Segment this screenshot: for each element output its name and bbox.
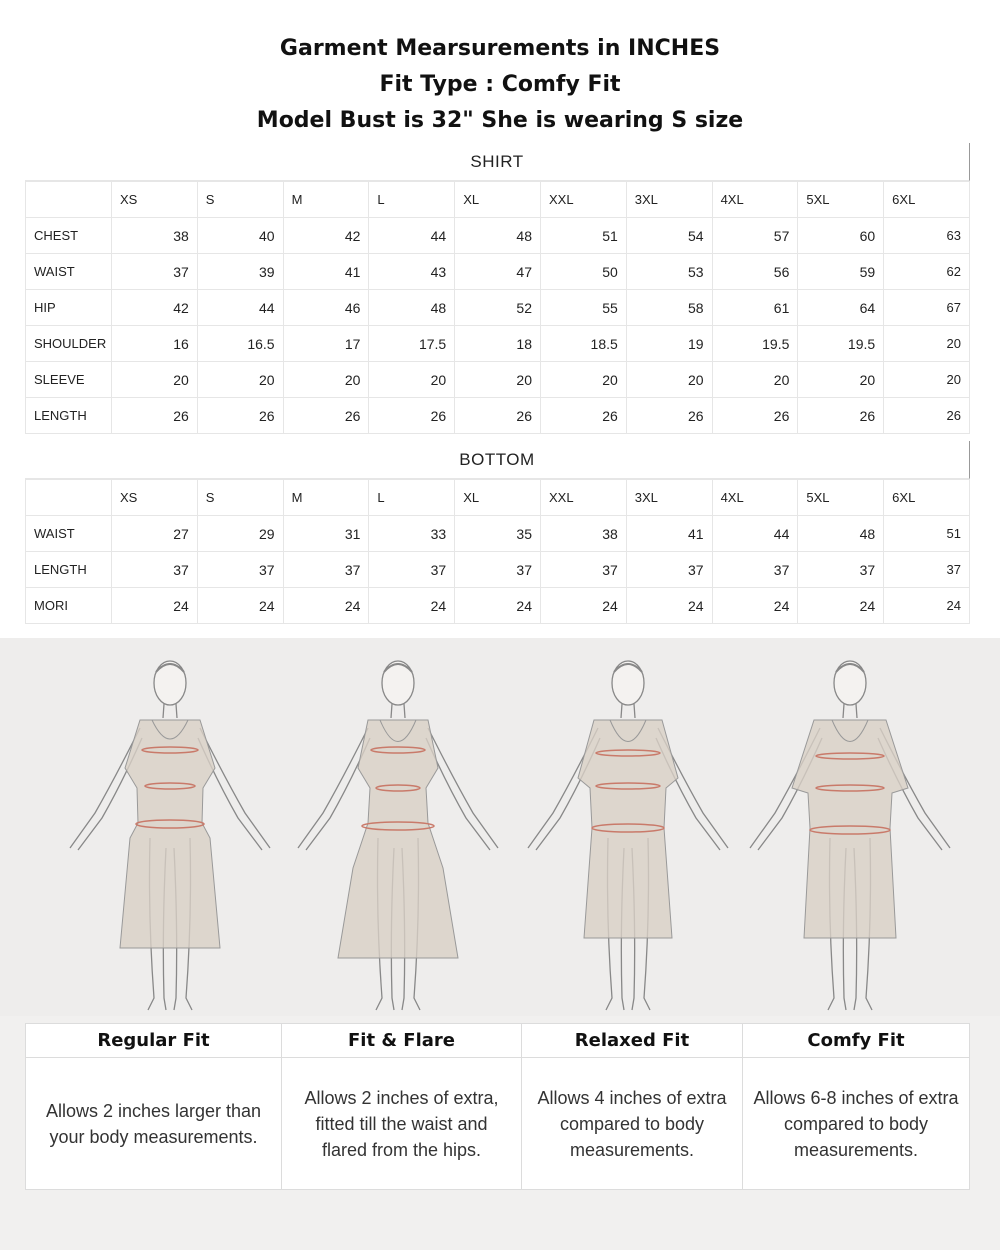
measurement-value: 24 — [884, 588, 970, 624]
table-row — [26, 290, 970, 326]
chart-title: Garment Mearsurements in INCHES — [279, 36, 721, 61]
bottom-size-table — [25, 441, 970, 624]
measurement-value: 16 — [112, 326, 198, 362]
measurement-value: 20 — [884, 362, 970, 398]
size-header-cell: XL — [455, 480, 541, 516]
table-row — [26, 588, 970, 624]
measurement-value: 17 — [283, 326, 369, 362]
measurement-value: 55 — [540, 290, 626, 326]
measurement-label: WAIST — [26, 254, 112, 290]
comfy-fit-figure — [750, 661, 950, 1010]
measurement-value: 20 — [455, 362, 541, 398]
measurement-value: 20 — [197, 362, 283, 398]
relaxed-fit-figure — [528, 661, 728, 1010]
measurement-value: 26 — [112, 398, 198, 434]
fit-description: Allows 6-8 inches of extra compared to body measurements. — [753, 1087, 959, 1160]
fit-description: Allows 4 inches of extra compared to body measurements. — [537, 1087, 727, 1160]
empty-header-cell — [26, 480, 112, 516]
size-header-cell: L — [369, 182, 455, 218]
measurement-value: 20 — [798, 362, 884, 398]
shirt-grid — [25, 181, 970, 434]
measurement-value: 43 — [369, 254, 455, 290]
size-header-cell: XS — [112, 480, 198, 516]
measurement-value: 19 — [626, 326, 712, 362]
measurement-value: 26 — [283, 398, 369, 434]
measurement-value: 19.5 — [712, 326, 798, 362]
measurement-label: SLEEVE — [26, 362, 112, 398]
measurement-value: 48 — [455, 218, 541, 254]
measurement-value: 59 — [798, 254, 884, 290]
measurement-value: 37 — [112, 552, 198, 588]
bottom-section-title: BOTTOM — [25, 441, 970, 479]
fit-name: Regular Fit — [26, 1024, 281, 1058]
measurement-value: 50 — [540, 254, 626, 290]
measurement-label: CHEST — [26, 218, 112, 254]
measurement-value: 37 — [455, 552, 541, 588]
size-header-cell: 6XL — [884, 182, 970, 218]
measurement-label: HIP — [26, 290, 112, 326]
measurement-value: 26 — [540, 398, 626, 434]
measurement-value: 37 — [626, 552, 712, 588]
measurement-value: 63 — [884, 218, 970, 254]
measurement-value: 57 — [712, 218, 798, 254]
size-header-cell: 4XL — [712, 480, 798, 516]
table-row — [26, 398, 970, 434]
size-header-cell: M — [283, 480, 369, 516]
size-header-cell: 3XL — [626, 182, 712, 218]
measurement-value: 37 — [112, 254, 198, 290]
measurement-value: 54 — [626, 218, 712, 254]
measurement-value: 67 — [884, 290, 970, 326]
measurement-value: 64 — [798, 290, 884, 326]
size-header-cell: XL — [455, 182, 541, 218]
measurement-value: 18.5 — [540, 326, 626, 362]
fit-flare-figure — [298, 661, 498, 1010]
measurement-value: 35 — [455, 516, 541, 552]
measurement-value: 46 — [283, 290, 369, 326]
measurement-value: 16.5 — [197, 326, 283, 362]
measurement-value: 37 — [884, 552, 970, 588]
measurement-value: 41 — [626, 516, 712, 552]
measurement-value: 41 — [283, 254, 369, 290]
model-info-title: Model Bust is 32" She is wearing S size — [256, 108, 744, 133]
measurement-value: 47 — [455, 254, 541, 290]
measurement-value: 24 — [112, 588, 198, 624]
table-row — [26, 254, 970, 290]
measurement-value: 44 — [197, 290, 283, 326]
measurement-value: 60 — [798, 218, 884, 254]
measurement-value: 37 — [369, 552, 455, 588]
measurement-value: 20 — [283, 362, 369, 398]
measurement-value: 20 — [540, 362, 626, 398]
fit-illustrations — [0, 638, 1000, 1016]
measurement-label: SHOULDER — [26, 326, 112, 362]
fit-types-table — [25, 1023, 970, 1190]
measurement-value: 24 — [283, 588, 369, 624]
measurement-value: 24 — [369, 588, 455, 624]
measurement-value: 53 — [626, 254, 712, 290]
measurement-value: 26 — [626, 398, 712, 434]
measurement-label: LENGTH — [26, 552, 112, 588]
fit-name: Fit & Flare — [282, 1024, 521, 1058]
measurement-value: 20 — [626, 362, 712, 398]
measurement-value: 40 — [197, 218, 283, 254]
measurement-value: 51 — [540, 218, 626, 254]
fit-figures-svg — [0, 638, 1000, 1016]
measurement-value: 37 — [712, 552, 798, 588]
fit-name: Comfy Fit — [743, 1024, 969, 1058]
fit-relaxed — [522, 1024, 743, 1189]
size-header-cell: 3XL — [626, 480, 712, 516]
bottom-size-header-row — [26, 480, 970, 516]
measurement-label: MORI — [26, 588, 112, 624]
fit-name: Relaxed Fit — [522, 1024, 742, 1058]
measurement-value: 24 — [540, 588, 626, 624]
measurement-value: 20 — [369, 362, 455, 398]
measurement-value: 62 — [884, 254, 970, 290]
measurement-value: 48 — [369, 290, 455, 326]
measurement-value: 31 — [283, 516, 369, 552]
measurement-value: 27 — [112, 516, 198, 552]
measurement-value: 24 — [626, 588, 712, 624]
measurement-value: 17.5 — [369, 326, 455, 362]
measurement-value: 19.5 — [798, 326, 884, 362]
measurement-value: 26 — [798, 398, 884, 434]
measurement-value: 33 — [369, 516, 455, 552]
measurement-value: 56 — [712, 254, 798, 290]
measurement-value: 20 — [884, 326, 970, 362]
fit-regular — [26, 1024, 282, 1189]
measurement-value: 20 — [712, 362, 798, 398]
measurement-value: 51 — [884, 516, 970, 552]
measurement-value: 37 — [540, 552, 626, 588]
fit-flare — [282, 1024, 522, 1189]
size-header-cell: 5XL — [798, 480, 884, 516]
size-header-cell: XS — [112, 182, 198, 218]
measurement-label: LENGTH — [26, 398, 112, 434]
measurement-value: 37 — [798, 552, 884, 588]
measurement-value: 24 — [455, 588, 541, 624]
bottom-grid — [25, 479, 970, 624]
regular-fit-figure — [70, 661, 270, 1010]
measurement-value: 42 — [283, 218, 369, 254]
measurement-value: 24 — [712, 588, 798, 624]
table-row — [26, 362, 970, 398]
fit-type-title: Fit Type : Comfy Fit — [379, 72, 621, 97]
fit-description: Allows 2 inches larger than your body measurements. — [45, 1100, 262, 1147]
shirt-size-table — [25, 143, 970, 434]
measurement-value: 37 — [283, 552, 369, 588]
measurement-label: WAIST — [26, 516, 112, 552]
size-header-cell: XXL — [540, 182, 626, 218]
fit-description: Allows 2 inches of extra, fitted till the waist and flared from the hips. — [304, 1087, 499, 1160]
table-row — [26, 326, 970, 362]
measurement-value: 26 — [712, 398, 798, 434]
size-header-cell: S — [197, 182, 283, 218]
table-row — [26, 552, 970, 588]
measurement-value: 42 — [112, 290, 198, 326]
size-header-cell: 5XL — [798, 182, 884, 218]
measurement-value: 44 — [712, 516, 798, 552]
measurement-value: 39 — [197, 254, 283, 290]
size-header-cell: S — [197, 480, 283, 516]
measurement-value: 48 — [798, 516, 884, 552]
shirt-section-title: SHIRT — [25, 143, 970, 181]
measurement-value: 26 — [369, 398, 455, 434]
size-header-cell: 6XL — [884, 480, 970, 516]
measurement-value: 58 — [626, 290, 712, 326]
measurement-value: 26 — [197, 398, 283, 434]
size-header-cell: 4XL — [712, 182, 798, 218]
measurement-value: 38 — [540, 516, 626, 552]
measurement-value: 52 — [455, 290, 541, 326]
measurement-value: 18 — [455, 326, 541, 362]
measurement-value: 37 — [197, 552, 283, 588]
measurement-value: 38 — [112, 218, 198, 254]
measurement-value: 26 — [455, 398, 541, 434]
measurement-value: 24 — [197, 588, 283, 624]
size-header-cell: M — [283, 182, 369, 218]
shirt-size-header-row — [26, 182, 970, 218]
measurement-value: 29 — [197, 516, 283, 552]
empty-header-cell — [26, 182, 112, 218]
fit-comfy — [743, 1024, 969, 1189]
table-row — [26, 218, 970, 254]
measurement-value: 26 — [884, 398, 970, 434]
size-header-cell: L — [369, 480, 455, 516]
measurement-value: 20 — [112, 362, 198, 398]
size-header-cell: XXL — [540, 480, 626, 516]
table-row — [26, 516, 970, 552]
measurement-value: 24 — [798, 588, 884, 624]
measurement-value: 61 — [712, 290, 798, 326]
measurement-value: 44 — [369, 218, 455, 254]
